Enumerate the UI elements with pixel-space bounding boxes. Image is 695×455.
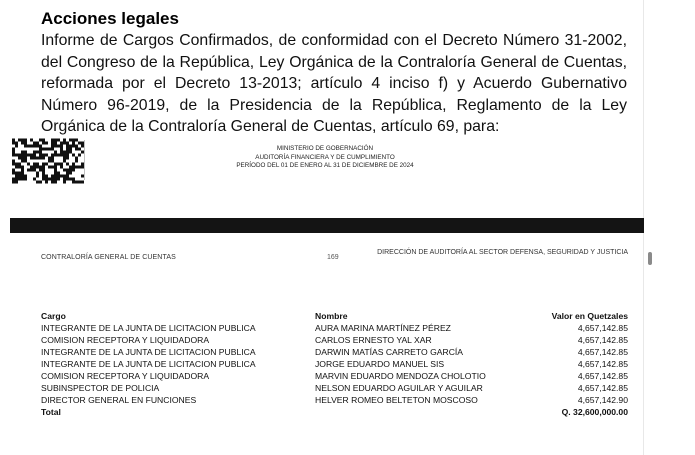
table-row [41, 322, 628, 334]
header-valor: Valor en Quetzales [551, 311, 628, 321]
section-heading: Acciones legales [41, 9, 179, 28]
page-number: 169 [327, 254, 339, 261]
table-row [41, 370, 628, 382]
cell-cargo: INTEGRANTE DE LA JUNTA DE LICITACION PUBLICA [41, 359, 256, 369]
table-row [41, 346, 628, 358]
cell-valor: 4,657,142.85 [577, 335, 628, 345]
scrollbar-thumb[interactable] [648, 252, 652, 265]
cell-nombre: AURA MARINA MARTÍNEZ PÉREZ [315, 323, 451, 333]
cell-cargo: COMISION RECEPTORA Y LIQUIDADORA [41, 335, 210, 345]
cell-valor: 4,657,142.85 [577, 359, 628, 369]
table-row [41, 382, 628, 394]
cell-nombre: JORGE EDUARDO MANUEL SIS [315, 359, 445, 369]
total-label: Total [41, 407, 61, 417]
cell-valor: 4,657,142.85 [577, 347, 628, 357]
cell-valor: 4,657,142.85 [577, 371, 628, 381]
cell-nombre: DARWIN MATÍAS CARRETO GARCÍA [315, 347, 464, 357]
cell-nombre: MARVIN EDUARDO MENDOZA CHOLOTIO [315, 371, 486, 381]
audit-period: PERÍODO DEL 01 DE ENERO AL 31 DE DICIEMBRE DE 2024 [236, 162, 414, 169]
cell-nombre: NELSON EDUARDO AGUILAR Y AGUILAR [315, 383, 483, 393]
cell-nombre: CARLOS ERNESTO YAL XAR [315, 335, 432, 345]
cell-cargo: SUBINSPECTOR DE POLICIA [41, 383, 160, 393]
table-header-row [41, 310, 628, 322]
audit-type: AUDITORÍA FINANCIERA Y DE CUMPLIMIENTO [255, 153, 395, 161]
cell-cargo: COMISION RECEPTORA Y LIQUIDADORA [41, 371, 210, 381]
cell-cargo: INTEGRANTE DE LA JUNTA DE LICITACION PUBLICA [41, 347, 256, 357]
table-total-row [41, 406, 628, 418]
cell-cargo: DIRECTOR GENERAL EN FUNCIONES [41, 395, 197, 405]
cell-valor: 4,657,142.85 [577, 323, 628, 333]
table-row [41, 334, 628, 346]
qr-code-icon [12, 138, 84, 184]
cell-cargo: INTEGRANTE DE LA JUNTA DE LICITACION PUBLICA [41, 323, 256, 333]
footer-directorate: DIRECCIÓN DE AUDITORÍA AL SECTOR DEFENSA, SEGURIDAD Y JUSTICIA [377, 249, 628, 256]
table-row [41, 394, 628, 406]
page-separator-band [10, 218, 644, 233]
total-value: Q. 32,600,000.00 [561, 407, 628, 417]
report-header [180, 145, 470, 171]
cargos-table [41, 310, 628, 418]
cell-nombre: HELVER ROMEO BELTETON MOSCOSO [315, 395, 478, 405]
cell-valor: 4,657,142.85 [577, 383, 628, 393]
intro-paragraph: Informe de Cargos Confirmados, de conformidad con el Decreto Número 31-2002, del Congreso de la República, Ley Orgánica de la Contraloría General de Cuentas, reformada por el Decreto 13-2013; artículo 4 inciso f) y Acuerdo Gubernativo Número 96-2019, de la Presidencia de la República, Reglamento de la Ley Orgánica de la Contraloría General de Cuentas, artículo 69, para: [41, 32, 627, 135]
qr-divider [84, 140, 85, 180]
ministry-name: MINISTERIO DE GOBERNACIÓN [276, 145, 374, 152]
table-row [41, 358, 628, 370]
footer-institution: CONTRALORÍA GENERAL DE CUENTAS [41, 254, 176, 261]
cell-valor: 4,657,142.90 [577, 395, 628, 405]
header-nombre: Nombre [315, 311, 348, 321]
header-cargo: Cargo [41, 311, 66, 321]
